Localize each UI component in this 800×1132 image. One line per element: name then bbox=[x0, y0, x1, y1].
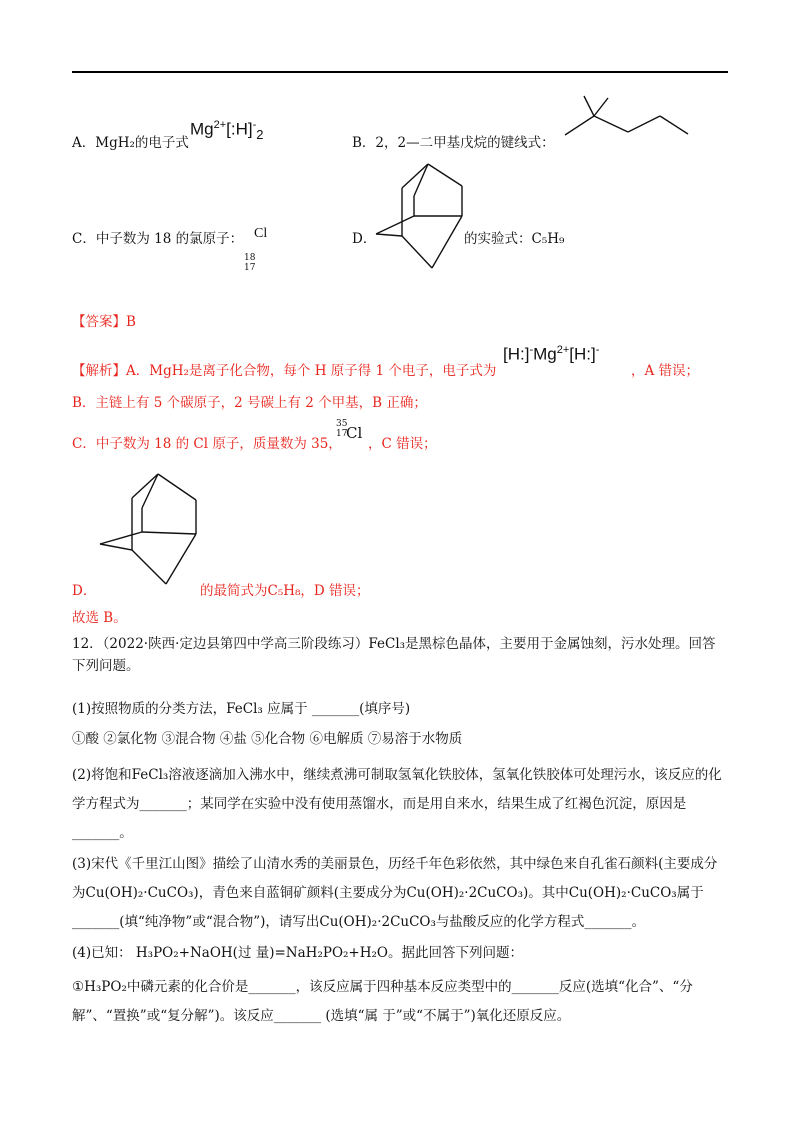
question-12-part-2: (2)将饱和FeCl₃溶液逐滴加入沸水中，继续煮沸可制取氢氧化铁胶体，氢氧化铁胶体可处理污水，该反应的化学方程式为_______；某同学在实验中没有使用蒸馏水，而是用自来水，结果生成了红褐色沉淀，原因是_______。 bbox=[72, 767, 722, 841]
analysis-line-3-end: ，C 错误； bbox=[368, 436, 437, 452]
option-d: D． bbox=[352, 231, 377, 247]
chlorine-nuclide-numbers: 18 17 bbox=[244, 253, 256, 273]
option-c-text: C．中子数为 18 的氯原子： bbox=[72, 231, 244, 247]
option-c bbox=[72, 227, 243, 247]
mgh2-electron-formula: $Mg^{2+}[:H]^-_2$ bbox=[190, 119, 264, 143]
analysis-electron-formula: $[H:]^-Mg^{2+}[H:]^-$ bbox=[503, 344, 600, 364]
adamantane-structure-d bbox=[374, 160, 466, 272]
analysis-line-4-suffix: 的最简式为C₅H₈，D 错误； bbox=[200, 583, 370, 599]
question-12-intro: 12．（2022·陕西·定边县第四中学高三阶段练习）FeCl₃是黑棕色晶体，主要用于金属蚀刻，污水处理。回答下列问题。 bbox=[72, 636, 716, 674]
question-12-part-4-1: ①H₃PO₂中磷元素的化合价是_______，该反应属于四种基本反应类型中的_______反应(选填“化合”、“分解”、“置换”或“复分解”)。该反应_______ (选填“属 于”或“不属于”)氧化还原反应。 bbox=[72, 979, 693, 1024]
analysis-line-1: 【解析】A．MgH₂是离子化合物，每个 H 原子得 1 个电子，电子式为 bbox=[72, 363, 497, 379]
question-12-part-1-options: ①酸 ②氯化物 ③混合物 ④盐 ⑤化合物 ⑥电解质 ⑦易溶于水物质 bbox=[72, 731, 463, 747]
analysis-conclusion: 故选 B。 bbox=[72, 610, 127, 626]
chlorine35-nuclide-numbers: 35 17 bbox=[336, 419, 348, 439]
analysis-line-1-end: ，A 错误； bbox=[631, 363, 700, 379]
question-12-part-1: (1)按照物质的分类方法，FeCl₃ 应属于 _______(填序号) bbox=[72, 701, 411, 717]
header-rule bbox=[72, 71, 728, 73]
analysis-line-4: D． bbox=[72, 583, 97, 599]
question-12-part-4: (4)已知： H₃PO₂+NaOH(过 量)=NaH₂PO₂+H₂O。据此回答下列问题： bbox=[72, 945, 523, 961]
chlorine-symbol: Cl bbox=[254, 226, 268, 241]
option-d-suffix: 的实验式：C₅H₉ bbox=[464, 231, 565, 247]
question-12-part-3: (3)宋代《千里江山图》描绘了山清水秀的美丽景色，历经千年色彩依然，其中绿色来自孔雀石颜料(主要成分为Cu(OH)₂·CuCO₃)，青色来自蓝铜矿颜料(主要成分为Cu(OH)₂·2CuCO₃)。其中Cu(OH)₂·CuCO₃属于_______(填“纯净物”或“混合物”)，请写出Cu(OH)₂·2CuCO₃与盐酸反应的化学方程式_______。 bbox=[72, 856, 718, 930]
adamantane-structure-analysis bbox=[96, 470, 206, 588]
answer-label: 【答案】B bbox=[72, 314, 136, 330]
option-a-text: A．MgH₂的电子式 bbox=[72, 135, 189, 151]
analysis-line-2: B．主链上有 5 个碳原子，2 号碳上有 2 个甲基，B 正确； bbox=[72, 395, 427, 411]
chlorine35-symbol: Cl bbox=[346, 424, 363, 442]
option-b-text: B．2，2—二甲基戊烷的键线式： bbox=[352, 135, 555, 151]
analysis-label: 【解析】 bbox=[72, 363, 126, 379]
option-a bbox=[72, 131, 189, 151]
analysis-line-3: C．中子数为 18 的 Cl 原子，质量数为 35， bbox=[72, 436, 342, 452]
skeletal-formula-dimethylpentane bbox=[556, 92, 696, 152]
option-b bbox=[352, 131, 555, 151]
